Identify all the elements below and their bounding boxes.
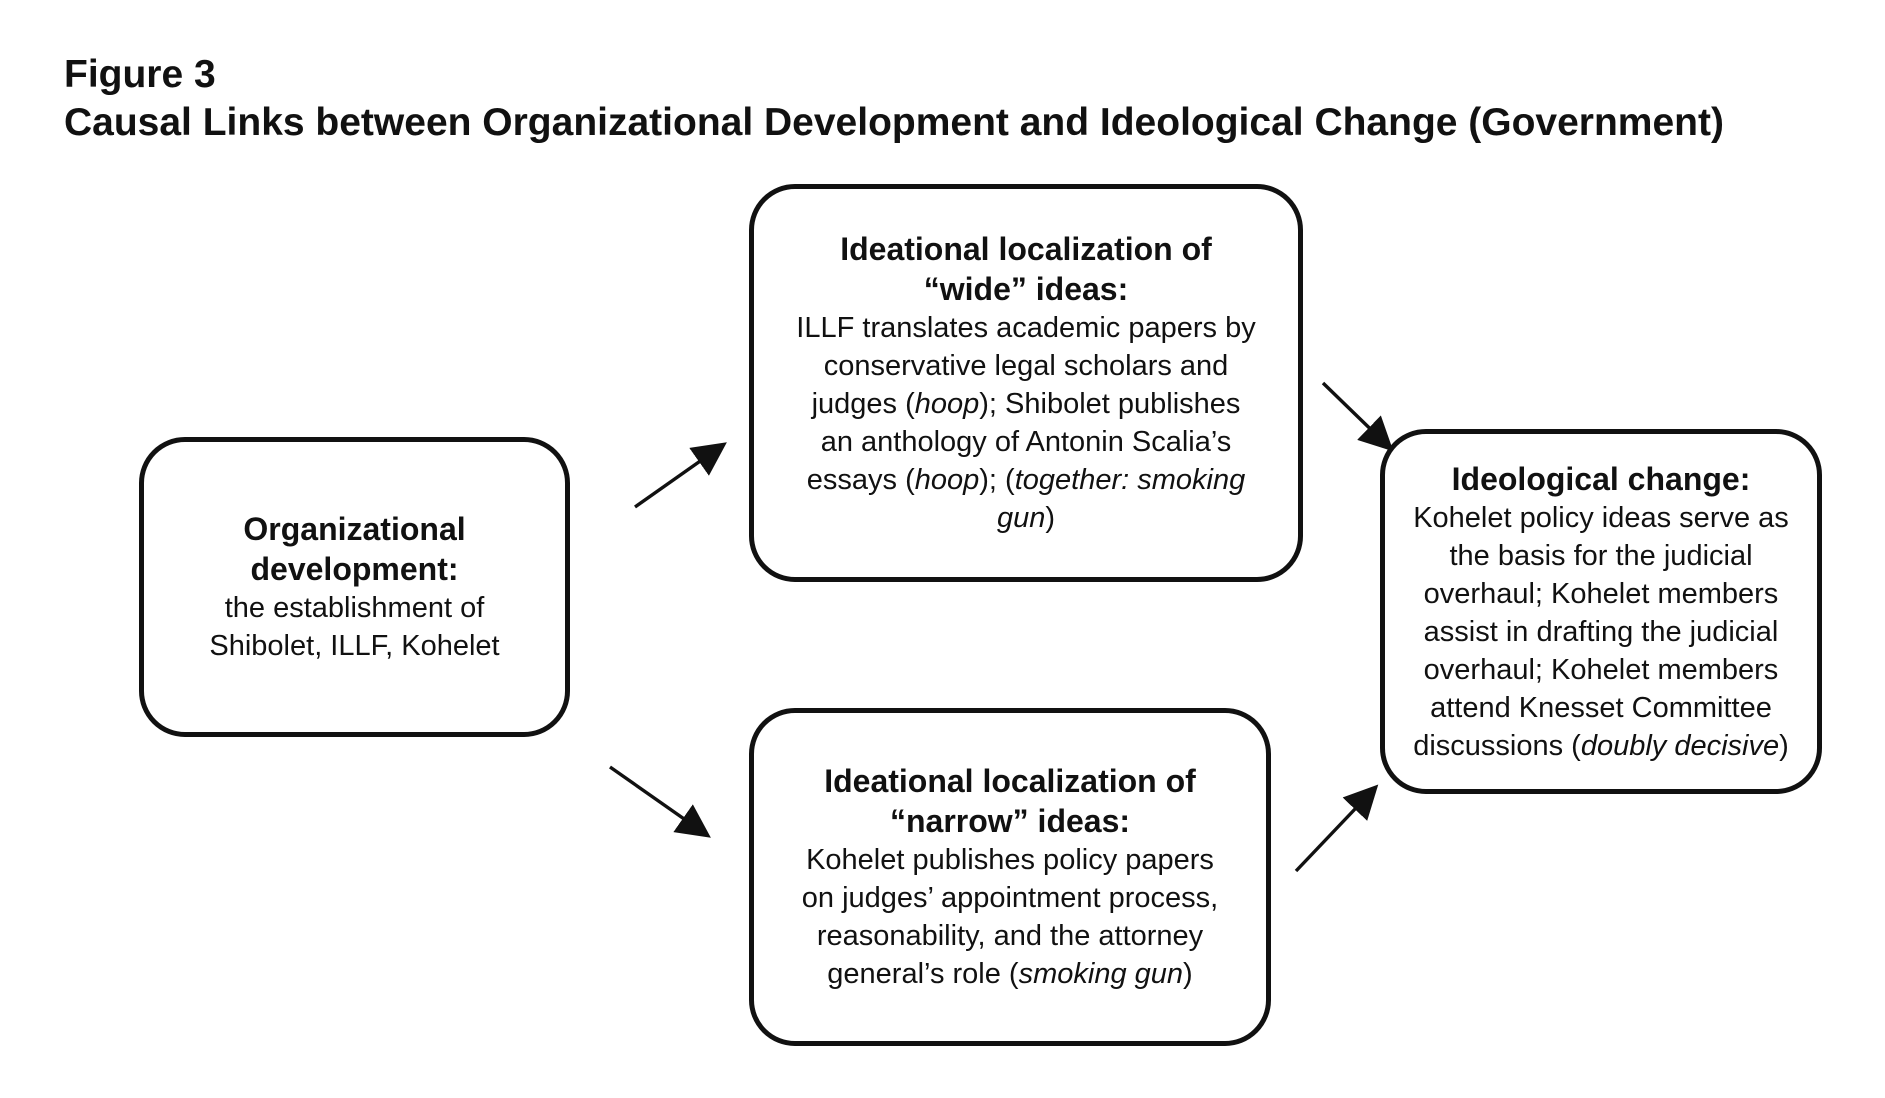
body-line: overhaul; Kohelet members — [1423, 653, 1779, 686]
arrow-narrow-to-change — [1296, 788, 1375, 871]
figure-title: Causal Links between Organizational Development and Ideological Change (Government) — [64, 101, 1724, 144]
text-run: ) — [1779, 729, 1789, 762]
organizational-development-body — [152, 589, 557, 665]
italic-evidence-test: doubly decisive — [1580, 729, 1780, 762]
narrow-ideas-box — [749, 708, 1271, 1046]
italic-evidence-test: smoking gun — [1018, 958, 1184, 990]
wide-ideas-heading — [762, 229, 1290, 309]
text-run: general’s role ( — [827, 958, 1019, 990]
arrow-org-to-narrow — [610, 767, 707, 835]
body-line — [762, 955, 1258, 993]
body-line: on judges’ appointment process, — [801, 882, 1219, 914]
ideological-change-box — [1380, 429, 1822, 794]
body-line — [762, 385, 1290, 423]
body-line: Shibolet, ILLF, Kohelet — [209, 630, 500, 662]
text-run: ); ( — [979, 464, 1015, 496]
text-run: ) — [1045, 502, 1056, 534]
wide-ideas-box — [749, 184, 1303, 582]
body-line: attend Knesset Committee — [1430, 691, 1772, 724]
text-run: ) — [1183, 958, 1193, 990]
text-run: essays ( — [806, 464, 915, 496]
heading-line: Organizational — [243, 511, 466, 547]
arrow-wide-to-change — [1323, 383, 1390, 448]
text-run: judges ( — [811, 388, 915, 420]
heading-line: “wide” ideas: — [923, 271, 1129, 307]
italic-evidence-test: hoop — [914, 464, 980, 496]
body-line — [1393, 727, 1809, 765]
italic-evidence-test: together: smoking — [1014, 464, 1246, 496]
body-line: conservative legal scholars and — [823, 350, 1229, 382]
body-line: the basis for the judicial — [1449, 539, 1753, 572]
italic-evidence-test: hoop — [914, 388, 980, 420]
body-line: the establishment of — [224, 592, 485, 624]
body-line — [762, 461, 1290, 499]
heading-line: development: — [250, 551, 459, 587]
italic-evidence-test: gun — [996, 502, 1046, 534]
heading-line: Ideational localization of — [840, 231, 1212, 267]
ideological-change-body — [1393, 499, 1809, 765]
heading-line: Ideological change: — [1451, 460, 1751, 497]
text-run: ); Shibolet publishes — [979, 388, 1241, 420]
organizational-development-heading — [152, 509, 557, 589]
body-line: an anthology of Antonin Scalia’s — [820, 426, 1232, 458]
narrow-ideas-body — [762, 841, 1258, 993]
narrow-ideas-heading — [762, 761, 1258, 841]
heading-line: Ideational localization of — [824, 763, 1196, 799]
body-line: Kohelet publishes policy papers — [806, 844, 1214, 876]
figure-label: Figure 3 — [64, 53, 216, 96]
wide-ideas-body — [762, 309, 1290, 537]
body-line: overhaul; Kohelet members — [1423, 577, 1779, 610]
body-line: Kohelet policy ideas serve as — [1413, 501, 1789, 534]
ideological-change-heading — [1393, 459, 1809, 499]
arrow-org-to-wide — [635, 445, 723, 507]
text-run: discussions ( — [1413, 729, 1581, 762]
body-line — [762, 499, 1290, 537]
body-line: reasonability, and the attorney — [816, 920, 1204, 952]
body-line: assist in drafting the judicial — [1423, 615, 1779, 648]
heading-line: “narrow” ideas: — [889, 803, 1131, 839]
body-line: ILLF translates academic papers by — [796, 312, 1256, 344]
organizational-development-box — [139, 437, 570, 737]
